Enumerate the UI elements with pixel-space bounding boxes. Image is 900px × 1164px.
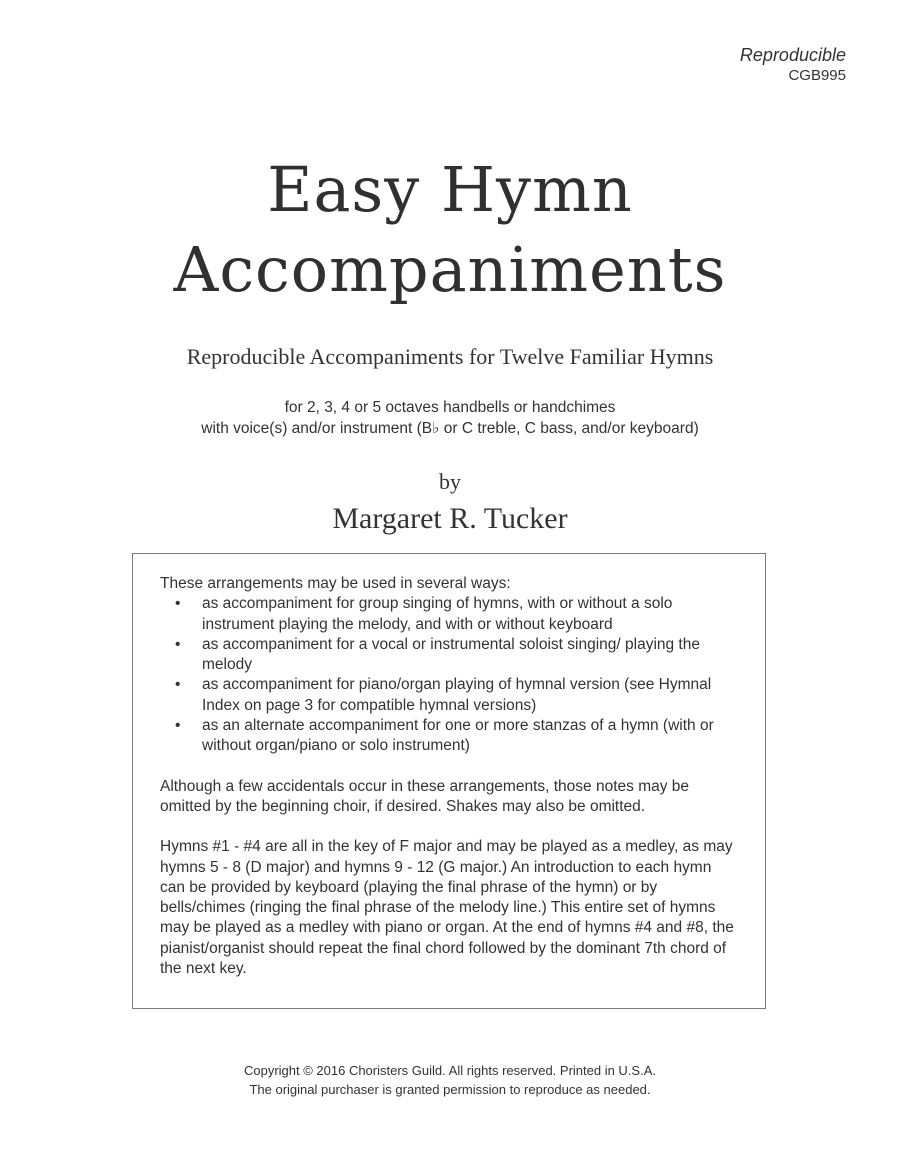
reproducible-label: Reproducible xyxy=(739,45,846,65)
accidentals-note: Although a few accidentals occur in these arrangements, those notes may be omitted by the beginning choir, if desired. Shakes may also be omitted. xyxy=(160,777,690,815)
bullet: • xyxy=(175,717,181,735)
uses-list xyxy=(160,594,739,756)
instrumentation xyxy=(0,397,900,439)
title-line-2: Accompaniments xyxy=(173,233,727,306)
copyright-text: Copyright © 2016 Choristers Guild. All rights reserved. Printed in U.S.A. xyxy=(243,1063,657,1078)
list-item-text: as an alternate accompaniment for one or more stanzas of a hymn (with or without organ/piano or solo instrument) xyxy=(202,717,714,755)
notes-intro: These arrangements may be used in several ways: xyxy=(160,575,511,592)
bullet: • xyxy=(175,595,181,613)
list-item xyxy=(160,635,739,676)
title-line-1: Easy Hymn xyxy=(267,153,633,226)
header-corner xyxy=(740,44,846,86)
list-item-text: as accompaniment for a vocal or instrumental soloist singing/ playing the melody xyxy=(202,635,700,674)
page-title xyxy=(0,150,900,310)
list-item xyxy=(160,594,739,635)
subtitle: Reproducible Accompaniments for Twelve Familiar Hymns xyxy=(186,344,714,369)
medley-note: Hymns #1 - #4 are all in the key of F major and may be played as a medley, as may hymns 5 - 8 (D major) and hymns 9 - 12 (G major.) An introduction to each hymn can be provided by keyboard (playing the final phrase of the hymn) or by bells/chimes (ringing the final phrase of the melody line.) This entire set of hymns may be played as a medley with piano or organ. At the end of hymns #4 and #8, the pianist/organist should repeat the final chord followed by the dominant 7th chord of the next key. xyxy=(160,838,734,978)
instrumentation-line-1: for 2, 3, 4 or 5 octaves handbells or handchimes xyxy=(284,399,616,416)
instrumentation-line-2: with voice(s) and/or instrument (B♭ or C treble, C bass, and/or keyboard) xyxy=(201,420,699,437)
bullet: • xyxy=(175,635,181,653)
composer-name: Margaret R. Tucker xyxy=(332,502,568,535)
bullet: • xyxy=(175,676,181,694)
permission-text: The original purchaser is granted permission to reproduce as needed. xyxy=(249,1082,651,1097)
by-label: by xyxy=(439,469,461,494)
notes-box xyxy=(132,553,766,1009)
list-item-text: as accompaniment for piano/organ playing of hymnal version (see Hymnal Index on page 3 for compatible hymnal versions) xyxy=(202,676,712,714)
list-item xyxy=(160,675,739,716)
list-item-text: as accompaniment for group singing of hymns, with or without a solo instrument playing the melody, and with or without keyboard xyxy=(202,595,673,633)
list-item xyxy=(160,716,739,757)
catalog-code: CGB995 xyxy=(788,67,846,84)
footer xyxy=(0,1061,900,1099)
